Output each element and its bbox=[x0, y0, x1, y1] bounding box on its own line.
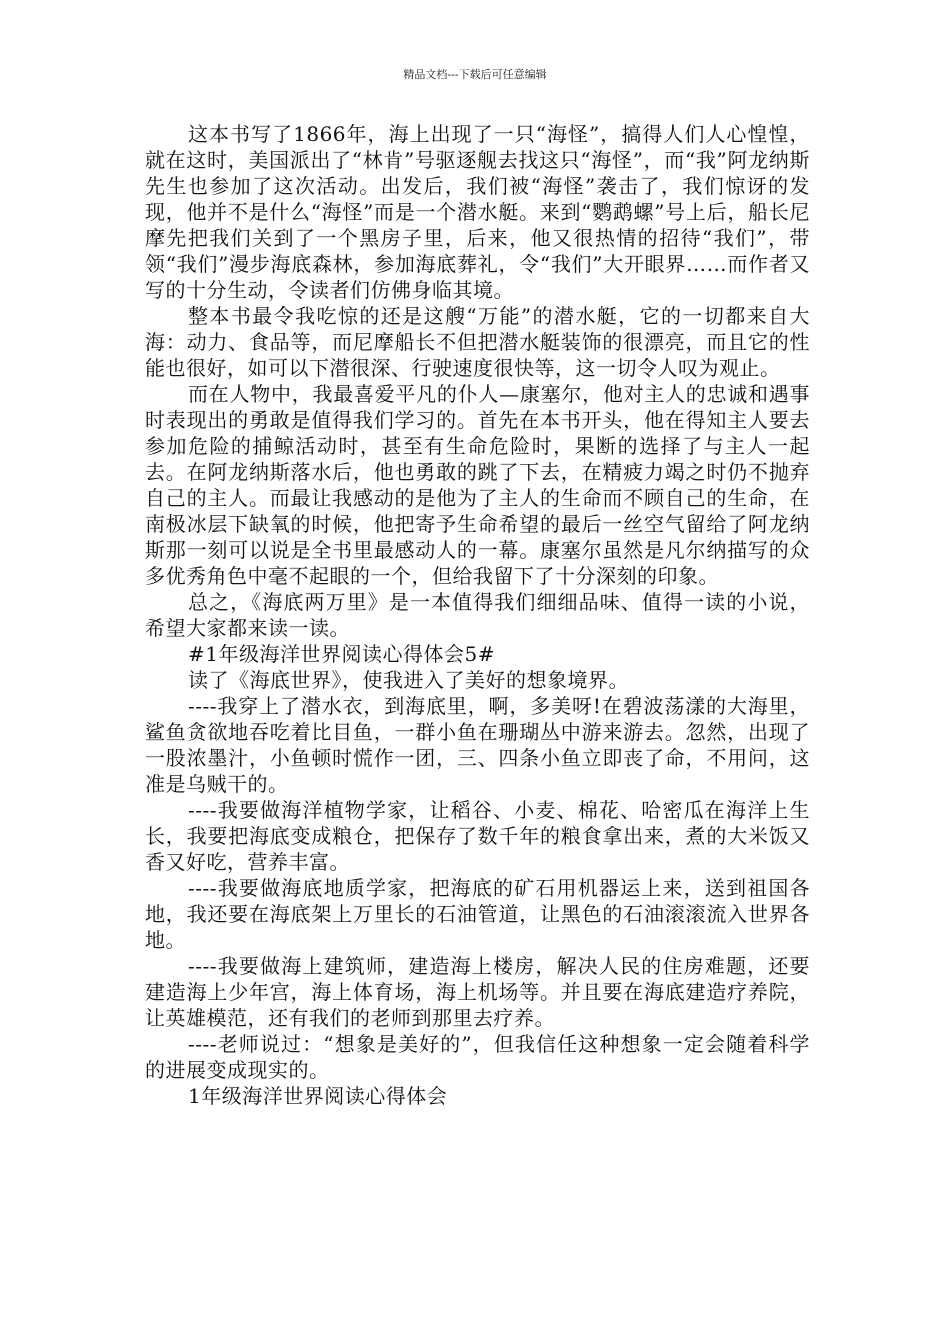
paragraph: ----我要做海底地质学家，把海底的矿石用机器运上来，送到祖国各地，我还要在海底架上万里长的石油管道，让黑色的石油滚滚流入世界各地。 bbox=[145, 876, 810, 952]
paragraph: ----我要做海上建筑师，建造海上楼房，解决人民的住房难题，还要建造海上少年宫，海上体育场，海上机场等。并且要在海底建造疗养院，让英雄模范，还有我们的老师到那里去疗养。 bbox=[145, 954, 810, 1030]
paragraph: 读了《海底世界》，使我进入了美好的想象境界。 bbox=[188, 668, 629, 692]
paragraph: 而在人物中，我最喜爱平凡的仆人—康塞尔，他对主人的忠诚和遇事时表现出的勇敢是值得我们学习的。首先在本书开头，他在得知主人要去参加危险的捕鲸活动时，甚至有生命危险时，果断的选择了与主人一起去。在阿龙纳斯落水后，他也勇敢的跳了下去，在精疲力竭之时仍不抛弃自己的主人。而最让我感动的是他为了主人的生命而不顾自己的生命，在南极冰层下缺氧的时候，他把寄予生命希望的最后一丝空气留给了阿龙纳斯那一刻可以说是全书里最感动人的一幕。康塞尔虽然是凡尔纳描写的众多优秀角色中毫不起眼的一个，但给我留下了十分深刻的印象。 bbox=[145, 382, 810, 588]
paragraph: ----我穿上了潜水衣，到海底里，啊，多美呀!在碧波荡漾的大海里，鲨鱼贪欲地吞吃着比目鱼，一群小鱼在珊瑚丛中游来游去。忽然，出现了一股浓墨汁，小鱼顿时慌作一团，三、四条小鱼立即丧了命，不用问，这准是乌贼干的。 bbox=[145, 694, 810, 796]
paragraph: 总之，《海底两万里》是一本值得我们细细品味、值得一读的小说，希望大家都来读一读。 bbox=[145, 590, 810, 640]
paragraph: ----老师说过：“想象是美好的”，但我信任这种想象一定会随着科学的进展变成现实的。 bbox=[145, 1032, 810, 1082]
paragraph: 整本书最令我吃惊的还是这艘“万能”的潜水艇，它的一切都来自大海：动力、食品等，而尼摩船长不但把潜水艇装饰的很漂亮，而且它的性能也很好，如可以下潜很深、行驶速度很快等，这一切令人叹为观止。 bbox=[145, 304, 810, 380]
page-header: 精品文档---下载后可任意编辑 bbox=[403, 68, 547, 81]
document-body bbox=[145, 121, 810, 1109]
paragraph: ----我要做海洋植物学家，让稻谷、小麦、棉花、哈密瓜在海洋上生长，我要把海底变成粮仓，把保存了数千年的粮食拿出来，煮的大米饭又香又好吃，营养丰富。 bbox=[145, 798, 810, 874]
paragraph: 这本书写了1866年，海上出现了一只“海怪”，搞得人们人心惶惶，就在这时，美国派出了“林肯”号驱逐舰去找这只“海怪”，而“我”阿龙纳斯先生也参加了这次活动。出发后，我们被“海怪”袭击了，我们惊讶的发现，他并不是什么“海怪”而是一个潜水艇。来到“鹦鹉螺”号上后，船长尼摩先把我们关到了一个黑房子里，后来，他又很热情的招待“我们”，带领“我们”漫步海底森林，参加海底葬礼，令“我们”大开眼界……而作者又写的十分生动，令读者们仿佛身临其境。 bbox=[145, 122, 810, 302]
section-title: 1年级海洋世界阅读心得体会 bbox=[188, 1084, 448, 1108]
section-heading: #1年级海洋世界阅读心得体会5# bbox=[188, 642, 495, 666]
